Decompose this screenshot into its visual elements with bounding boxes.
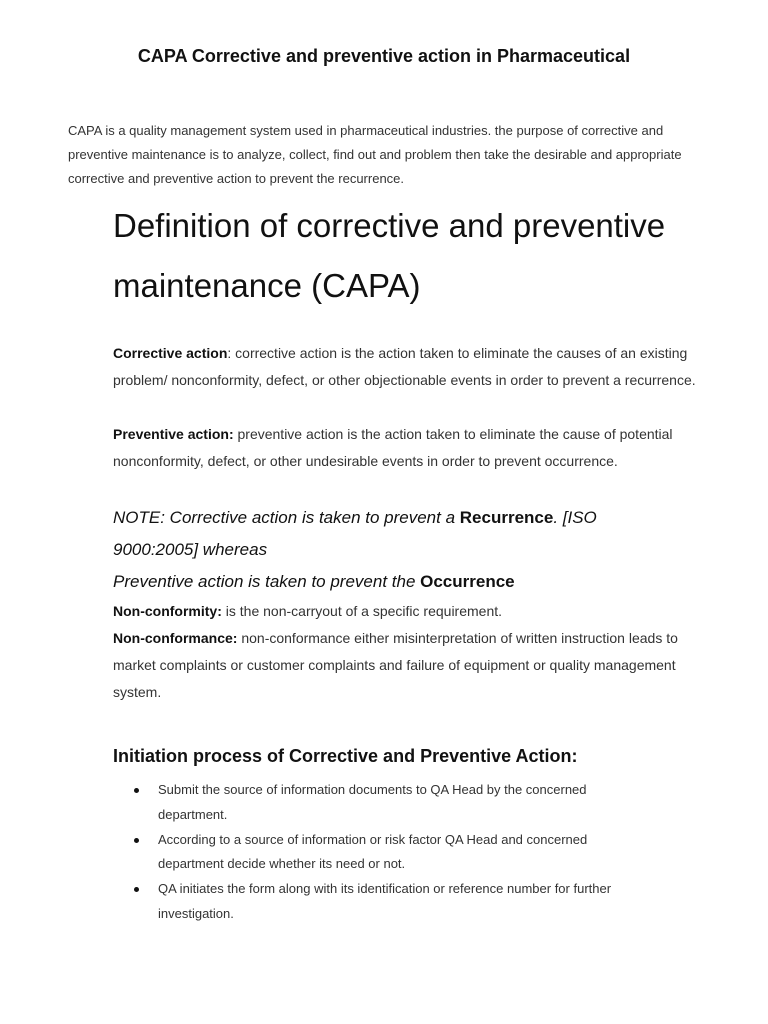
step-text: QA initiates the form along with its identification or reference number for further investigation. — [158, 881, 612, 921]
note-recurrence — [113, 502, 673, 566]
list-item — [113, 828, 633, 877]
initiation-steps-list — [113, 778, 633, 927]
corrective-action-text: : corrective action is the action taken to eliminate the causes of an existing problem/ nonconformity, defect, or other objectionable events in order to prevent a recurrence. — [113, 345, 696, 388]
nonconformance-paragraph — [113, 625, 703, 706]
nonconformity-text: is the non-carryout of a specific requirement. — [221, 603, 503, 619]
note-line1-prefix: NOTE: Corrective action is taken to prevent a — [113, 508, 460, 527]
step-text: According to a source of information or risk factor QA Head and concerned department decide whether its need or not. — [158, 831, 588, 871]
preventive-action-text: preventive action is the action taken to eliminate the cause of potential nonconformity, defect, or other undesirable events in order to prevent occurrence. — [113, 426, 673, 469]
list-item — [113, 778, 633, 827]
initiation-heading: Initiation process of Corrective and Preventive Action: — [113, 746, 578, 766]
preventive-action-paragraph — [113, 421, 703, 475]
note-line2-prefix: Preventive action is taken to prevent the — [113, 572, 421, 591]
bullet-icon — [134, 788, 139, 793]
nonconformity-paragraph — [113, 598, 703, 625]
definition-heading: Definition of corrective and preventive maintenance (CAPA) — [113, 207, 666, 304]
note-recurrence-emphasis: Recurrence — [459, 508, 554, 527]
bullet-icon — [134, 838, 139, 843]
note-line1-suffix: . [ISO 9000:2005] whereas — [113, 508, 597, 559]
nonconformity-term: Non-conformity: — [113, 603, 222, 619]
nonconformance-text: non-conformance either misinterpretation of written instruction leads to market complaints or customer complaints and failure of equipment or quality management system. — [113, 630, 678, 700]
bullet-icon — [134, 887, 139, 892]
preventive-action-term: Preventive action: — [113, 426, 234, 442]
corrective-action-term: Corrective action — [113, 345, 228, 361]
list-item — [113, 877, 633, 926]
nonconformance-term: Non-conformance: — [113, 630, 238, 646]
note-occurrence-emphasis: Occurrence — [420, 572, 515, 591]
corrective-action-paragraph — [113, 340, 703, 394]
step-text: Submit the source of information documents to QA Head by the concerned department. — [158, 782, 587, 822]
page-title: CAPA Corrective and preventive action in Pharmaceutical — [137, 46, 631, 66]
note-occurrence — [113, 566, 673, 598]
intro-paragraph: CAPA is a quality management system used in pharmaceutical industries. the purpose of corrective and preventive maintenance is to analyze, collect, find out and problem then take the desirable and appropriate corrective and preventive action to prevent the recurrence. — [68, 123, 682, 186]
